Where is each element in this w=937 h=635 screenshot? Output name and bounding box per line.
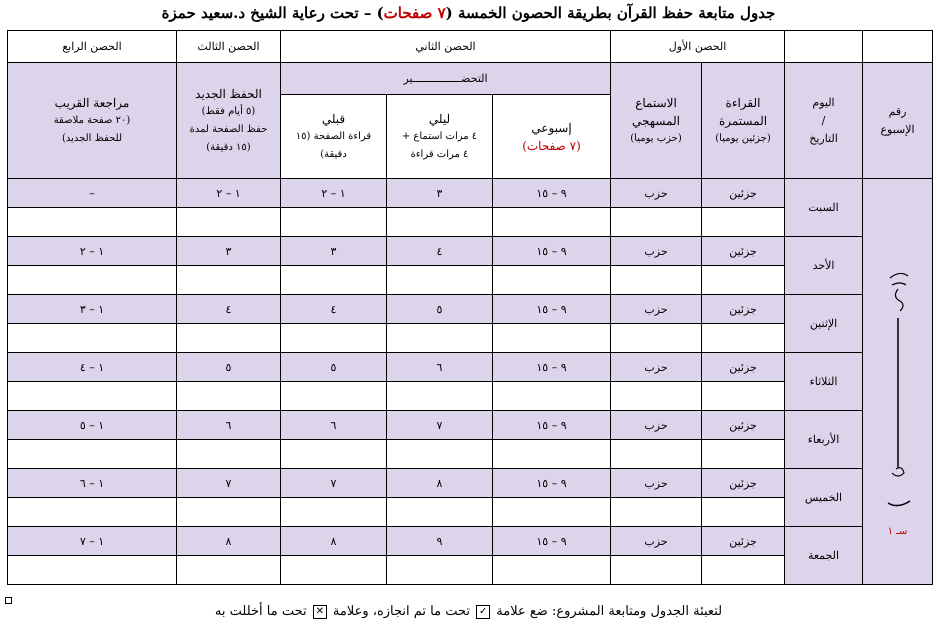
- cell-listening: حزب: [611, 527, 702, 556]
- entry-reading[interactable]: [702, 266, 785, 295]
- cell-nightly: ٧: [387, 411, 493, 440]
- day-name: الإثنين: [785, 295, 863, 353]
- cell-weekly: ٩ – ١٥: [493, 411, 611, 440]
- entry-newmem[interactable]: [177, 208, 281, 237]
- day-header-top: [785, 31, 863, 63]
- day-header: [785, 63, 863, 179]
- tribal-label-1: قبلي: [321, 111, 346, 126]
- cell-near: ١ – ٣: [8, 295, 177, 324]
- cell-newmem: ٨: [177, 527, 281, 556]
- week-handwriting-text: سـ ١: [887, 526, 908, 537]
- entry-listening[interactable]: [611, 556, 702, 585]
- tribal-header: [281, 95, 387, 179]
- entry-near[interactable]: [8, 324, 177, 353]
- entry-newmem[interactable]: [177, 440, 281, 469]
- entry-near[interactable]: [8, 556, 177, 585]
- weekly-header: [493, 95, 611, 179]
- reading-label-3: (جزئين يوميا): [715, 132, 771, 144]
- footer-part3: تحت ما أخللت به: [214, 604, 307, 619]
- cell-reading: جزئين: [702, 179, 785, 208]
- entry-near[interactable]: [8, 266, 177, 295]
- cell-newmem: ٣: [177, 237, 281, 266]
- near-label-2: (٢٠ صفحة ملاصقة: [53, 114, 131, 126]
- day-name: السبت: [785, 179, 863, 237]
- cell-tribal: ٧: [281, 469, 387, 498]
- day-row: [8, 237, 933, 266]
- title-highlight: ٧ صفحات: [383, 4, 446, 22]
- entry-newmem[interactable]: [177, 324, 281, 353]
- cell-reading: جزئين: [702, 295, 785, 324]
- footer-instructions: [0, 604, 937, 619]
- entry-weekly[interactable]: [493, 324, 611, 353]
- newmem-label-1: الحفظ الجديد: [195, 86, 262, 101]
- cell-tribal: ٨: [281, 527, 387, 556]
- cell-listening: حزب: [611, 469, 702, 498]
- page-title: [0, 4, 937, 22]
- day-label-2: /: [821, 113, 826, 127]
- entry-nightly[interactable]: [387, 498, 493, 527]
- entry-weekly[interactable]: [493, 208, 611, 237]
- day-row: [8, 411, 933, 440]
- cell-near: ١ – ٧: [8, 527, 177, 556]
- footer-part1: لتعبئة الجدول ومتابعة المشروع: ضع علامة: [496, 604, 723, 619]
- entry-near[interactable]: [8, 382, 177, 411]
- weekly-label-1: إسبوعي: [531, 120, 572, 135]
- entry-near[interactable]: [8, 208, 177, 237]
- cell-reading: جزئين: [702, 237, 785, 266]
- preparation-header: التحضـــــــــــــــير: [281, 63, 611, 95]
- day-name: الجمعة: [785, 527, 863, 585]
- fort3-header: الحصن الثالث: [177, 31, 281, 63]
- newmem-label-4: (١٥ دقيقة): [206, 141, 251, 153]
- day-row: [8, 295, 933, 324]
- entry-tribal[interactable]: [281, 324, 387, 353]
- cell-weekly: ٩ – ١٥: [493, 237, 611, 266]
- entry-tribal[interactable]: [281, 208, 387, 237]
- entry-near[interactable]: [8, 498, 177, 527]
- day-label-3: التاريخ: [809, 131, 838, 145]
- near-label-1: مراجعة القريب: [54, 95, 130, 110]
- day-name: الأربعاء: [785, 411, 863, 469]
- cell-tribal: ٥: [281, 353, 387, 382]
- footer-part2: تحت ما تم انجازه، وعلامة: [332, 604, 470, 619]
- cell-weekly: ٩ – ١٥: [493, 469, 611, 498]
- cell-weekly: ٩ – ١٥: [493, 353, 611, 382]
- near-header: [8, 63, 177, 179]
- day-name: الأحد: [785, 237, 863, 295]
- week-header: [863, 63, 933, 179]
- entry-weekly[interactable]: [493, 266, 611, 295]
- cell-listening: حزب: [611, 411, 702, 440]
- cell-weekly: ٩ – ١٥: [493, 527, 611, 556]
- listening-label-1: الاستماع: [635, 95, 677, 110]
- cell-newmem: ٤: [177, 295, 281, 324]
- entry-nightly[interactable]: [387, 440, 493, 469]
- entry-listening[interactable]: [611, 440, 702, 469]
- table-corner-handle: [5, 597, 12, 604]
- fort2-header: الحصن الثاني: [281, 31, 611, 63]
- entry-weekly[interactable]: [493, 382, 611, 411]
- newmem-label-3: حفظ الصفحة لمدة: [189, 123, 268, 135]
- entry-listening[interactable]: [611, 208, 702, 237]
- cell-nightly: ٣: [387, 179, 493, 208]
- cell-tribal: ٣: [281, 237, 387, 266]
- entry-nightly[interactable]: [387, 208, 493, 237]
- cell-reading: جزئين: [702, 527, 785, 556]
- week-label-1: رقم: [888, 104, 907, 118]
- listening-label-2: المسهجي: [632, 113, 680, 128]
- cell-newmem: ١ – ٢: [177, 179, 281, 208]
- entry-tribal[interactable]: [281, 382, 387, 411]
- entry-weekly[interactable]: [493, 556, 611, 585]
- cell-weekly: ٩ – ١٥: [493, 179, 611, 208]
- listening-header: [611, 63, 702, 179]
- cell-tribal: ١ – ٢: [281, 179, 387, 208]
- week-number-cell[interactable]: [863, 179, 933, 585]
- entry-reading[interactable]: [702, 440, 785, 469]
- entry-tribal[interactable]: [281, 556, 387, 585]
- week-handwriting-icon: [868, 223, 928, 523]
- cell-tribal: ٦: [281, 411, 387, 440]
- cell-nightly: ٤: [387, 237, 493, 266]
- nightly-label-2: ٤ مرات استماع +: [401, 130, 478, 142]
- cell-near: ١ – ٦: [8, 469, 177, 498]
- entry-weekly[interactable]: [493, 498, 611, 527]
- entry-weekly[interactable]: [493, 440, 611, 469]
- cell-near: –: [8, 179, 177, 208]
- reading-label-2: المستمرة: [718, 113, 768, 128]
- cell-listening: حزب: [611, 237, 702, 266]
- entry-nightly[interactable]: [387, 324, 493, 353]
- day-name: الثلاثاء: [785, 353, 863, 411]
- entry-nightly[interactable]: [387, 382, 493, 411]
- cell-near: ١ – ٤: [8, 353, 177, 382]
- near-label-3: للحفظ الجديد): [61, 132, 122, 144]
- cell-reading: جزئين: [702, 411, 785, 440]
- entry-tribal[interactable]: [281, 440, 387, 469]
- fort1-header: الحصن الأول: [611, 31, 785, 63]
- nightly-label-1: ليلي: [428, 111, 451, 126]
- nightly-label-3: ٤ مرات قراءة: [410, 148, 469, 160]
- week-header-top: [863, 31, 933, 63]
- entry-listening[interactable]: [611, 324, 702, 353]
- x-box-icon: ✕: [313, 605, 327, 619]
- check-box-icon: ✓: [476, 605, 490, 619]
- cell-nightly: ٥: [387, 295, 493, 324]
- cell-near: ١ – ٥: [8, 411, 177, 440]
- entry-newmem[interactable]: [177, 498, 281, 527]
- day-row: [8, 353, 933, 382]
- entry-nightly[interactable]: [387, 556, 493, 585]
- entry-reading[interactable]: [702, 556, 785, 585]
- cell-nightly: ٨: [387, 469, 493, 498]
- newmem-label-2: (٥ أيام فقط): [201, 105, 256, 117]
- tracking-table: [7, 30, 933, 585]
- title-part1: جدول متابعة حفظ القرآن بطريقة الحصون الخمسة (: [445, 4, 776, 22]
- entry-tribal[interactable]: [281, 266, 387, 295]
- entry-listening[interactable]: [611, 266, 702, 295]
- entry-listening[interactable]: [611, 498, 702, 527]
- day-row: [8, 469, 933, 498]
- entry-reading[interactable]: [702, 382, 785, 411]
- cell-listening: حزب: [611, 353, 702, 382]
- cell-weekly: ٩ – ١٥: [493, 295, 611, 324]
- cell-newmem: ٦: [177, 411, 281, 440]
- cell-reading: جزئين: [702, 469, 785, 498]
- cell-near: ١ – ٢: [8, 237, 177, 266]
- cell-nightly: ٦: [387, 353, 493, 382]
- cell-newmem: ٧: [177, 469, 281, 498]
- cell-newmem: ٥: [177, 353, 281, 382]
- weekly-label-2: (٧ صفحات): [522, 138, 581, 153]
- newmem-header: [177, 63, 281, 179]
- tribal-label-3: دقيقة): [320, 148, 347, 160]
- tribal-label-2: قراءة الصفحة (١٥: [295, 130, 372, 142]
- reading-label-1: القراءة: [725, 95, 761, 110]
- nightly-header: [387, 95, 493, 179]
- day-row: [8, 179, 933, 208]
- cell-tribal: ٤: [281, 295, 387, 324]
- entry-newmem[interactable]: [177, 266, 281, 295]
- entry-tribal[interactable]: [281, 498, 387, 527]
- entry-reading[interactable]: [702, 498, 785, 527]
- week-label-2: الإسبوع: [880, 122, 915, 136]
- day-label-1: اليوم: [812, 95, 835, 109]
- entry-newmem[interactable]: [177, 382, 281, 411]
- entry-near[interactable]: [8, 440, 177, 469]
- entry-newmem[interactable]: [177, 556, 281, 585]
- reading-header: [702, 63, 785, 179]
- cell-nightly: ٩: [387, 527, 493, 556]
- cell-listening: حزب: [611, 179, 702, 208]
- day-name: الخميس: [785, 469, 863, 527]
- entry-nightly[interactable]: [387, 266, 493, 295]
- entry-reading[interactable]: [702, 324, 785, 353]
- cell-reading: جزئين: [702, 353, 785, 382]
- title-part2: ) – تحت رعاية الشيخ د.سعيد حمزة: [161, 4, 384, 22]
- fort4-header: الحصن الرابع: [8, 31, 177, 63]
- entry-reading[interactable]: [702, 208, 785, 237]
- entry-listening[interactable]: [611, 382, 702, 411]
- listening-label-3: (حزب يوميا): [630, 132, 682, 144]
- day-row: [8, 527, 933, 556]
- cell-listening: حزب: [611, 295, 702, 324]
